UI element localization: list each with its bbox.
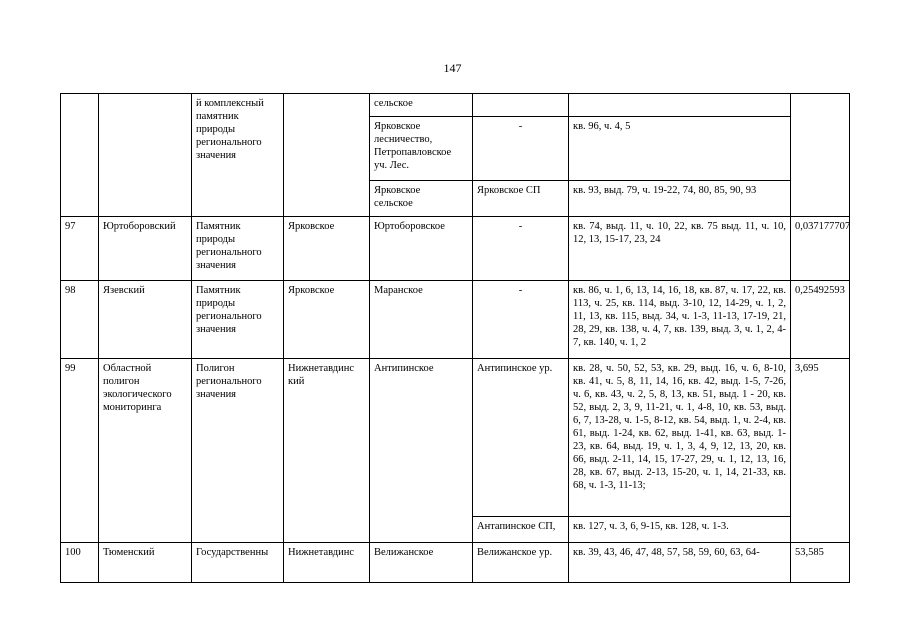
cell-area: 3,695	[791, 359, 850, 543]
cell-type: Памятник природы регионального значения	[192, 217, 284, 281]
cell-area: 53,585	[791, 543, 850, 583]
protected-areas-table	[60, 93, 850, 583]
table-row	[61, 359, 850, 517]
cell-district: Нижнетавдинс	[284, 543, 370, 583]
cell-name: Областной полигон экологического мониторинга	[99, 359, 192, 543]
cell-district: Нижнетавдинс кий	[284, 359, 370, 543]
cell-name: Юртоборовский	[99, 217, 192, 281]
cell-type: Полигон регионального значения	[192, 359, 284, 543]
cell-area: 0,037177707	[791, 217, 850, 281]
cell-quarters: кв. 93, выд. 79, ч. 19-22, 74, 80, 85, 90, 93	[569, 181, 791, 217]
cell-quarters: кв. 86, ч. 1, 6, 13, 14, 16, 18, кв. 87, ч. 17, 22, кв. 113, ч. 25, кв. 114, выд. 3-10, 12, 14-29, ч. 1, 2, 11, 13, кв. 115, выд. 34, ч. 1-3, 11-13, 17-19, 21, 28, 29, кв. 138, ч. 4, 7, кв. 139, выд. 3, ч. 1, 2, 4-7, кв. 140, ч. 1, 2	[569, 281, 791, 359]
cell-subdistrict: Велижанское ур.	[473, 543, 569, 583]
cell-quarters: кв. 39, 43, 46, 47, 48, 57, 58, 59, 60, 63, 64-	[569, 543, 791, 583]
table-row	[61, 94, 850, 117]
cell-num: 98	[61, 281, 99, 359]
cell-area	[791, 94, 850, 217]
cell-type: й комплексный памятник природы регионального значения	[192, 94, 284, 217]
table-row	[61, 543, 850, 583]
cell-area: 0,25492593	[791, 281, 850, 359]
cell-subdistrict: -	[473, 117, 569, 181]
cell-forestry: Ярковское сельское	[370, 181, 473, 217]
cell-num: 100	[61, 543, 99, 583]
cell-subdistrict: Антипинское ур.	[473, 359, 569, 517]
cell-name: Тюменский	[99, 543, 192, 583]
cell-district: Ярковское	[284, 217, 370, 281]
cell-num	[61, 94, 99, 217]
cell-subdistrict: Ярковское СП	[473, 181, 569, 217]
cell-quarters: кв. 74, выд. 11, ч. 10, 22, кв. 75 выд. 11, ч. 10, 12, 13, 15-17, 23, 24	[569, 217, 791, 281]
cell-quarters	[569, 94, 791, 117]
cell-quarters: кв. 28, ч. 50, 52, 53, кв. 29, выд. 16, ч. 6, 8-10, кв. 41, ч. 5, 8, 11, 14, 16, кв. 42, выд. 1-5, 7-26, ч. 6, кв. 43, ч. 2, 5, 8, 13, кв. 51, выд. 1 - 20, кв. 52, выд. 2, 3, 9, 11-21, ч. 1, 4-8, 10, кв. 53, выд. 6, 7, 13-28, ч. 1-5, 8-12, кв. 54, выд. 1, ч. 2-4, кв. 61, выд. 1-24, кв. 62, выд. 1-41, кв. 63, выд. 1-23, кв. 64, выд. 19, ч. 1, 3, 4, 9, 12, 13, 20, кв. 66, выд. 2-11, 14, 15, 17-27, 29, ч. 1, 12, 13, 16, 28, кв. 67, выд. 2-13, 15-20, ч. 1, 14, 21-33, кв. 68, ч. 1-3, 11-13;	[569, 359, 791, 517]
page-number: 147	[443, 61, 462, 75]
cell-name	[99, 94, 192, 217]
cell-subdistrict	[473, 94, 569, 117]
cell-forestry: Маранское	[370, 281, 473, 359]
cell-quarters: кв. 127, ч. 3, 6, 9-15, кв. 128, ч. 1-3.	[569, 517, 791, 543]
cell-forestry: Ярковское лесничество, Петропавловское уч. Лес.	[370, 117, 473, 181]
cell-num: 99	[61, 359, 99, 543]
table-row	[61, 281, 850, 359]
cell-subdistrict: Антапинское СП,	[473, 517, 569, 543]
cell-subdistrict: -	[473, 281, 569, 359]
cell-forestry: сельское	[370, 94, 473, 117]
cell-district: Ярковское	[284, 281, 370, 359]
cell-name: Язевский	[99, 281, 192, 359]
table-row	[61, 217, 850, 281]
cell-subdistrict: -	[473, 217, 569, 281]
cell-district	[284, 94, 370, 217]
cell-forestry: Антипинское	[370, 359, 473, 543]
cell-quarters: кв. 96, ч. 4, 5	[569, 117, 791, 181]
cell-num: 97	[61, 217, 99, 281]
cell-forestry: Велижанское	[370, 543, 473, 583]
cell-forestry: Юртоборовское	[370, 217, 473, 281]
cell-type: Памятник природы регионального значения	[192, 281, 284, 359]
cell-type: Государственны	[192, 543, 284, 583]
